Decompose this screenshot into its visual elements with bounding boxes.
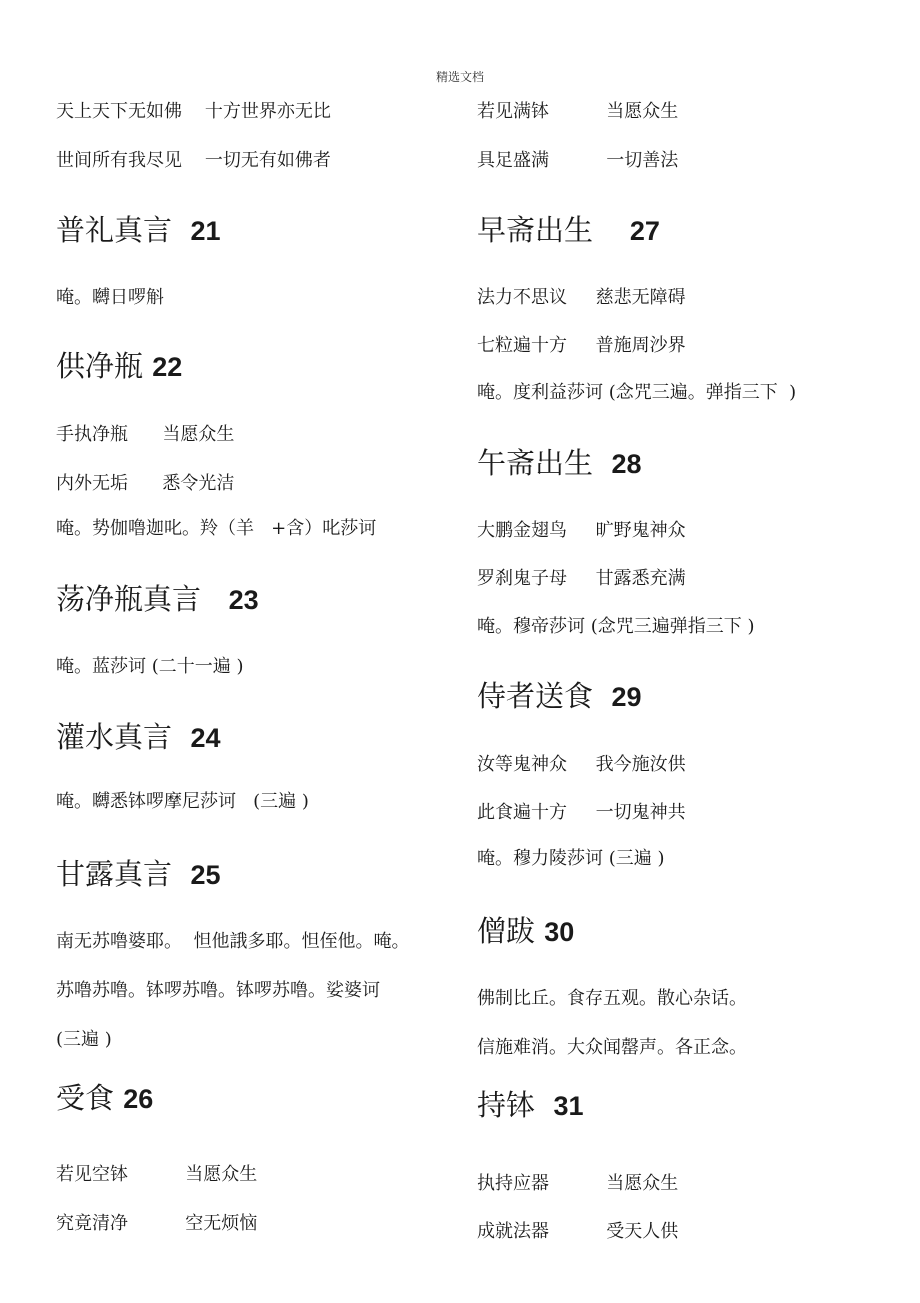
heading-number: 30: [544, 917, 575, 947]
section-heading-28: [477, 445, 641, 482]
section-heading-29: [477, 678, 641, 715]
verse-line: 佛制比丘。食存五观。散心杂话。: [477, 988, 747, 1009]
verse-line: 七粒遍十方 普施周沙界: [477, 335, 686, 356]
mantra-line: 唵。蓝莎诃 (二十一遍 ): [56, 656, 244, 677]
heading-number: 28: [611, 449, 642, 479]
heading-title: 僧跋: [477, 914, 545, 948]
heading-number: 21: [190, 216, 221, 246]
heading-title: 甘露真言: [56, 857, 191, 891]
heading-number: 31: [553, 1091, 584, 1121]
verse-line: 若见满钵 当愿众生: [477, 101, 679, 122]
verse-line: 法力不思议 慈悲无障碍: [477, 287, 686, 308]
verse-line: 执持应器 当愿众生: [477, 1173, 679, 1194]
verse-line: 内外无垢 悉令光洁: [56, 473, 235, 494]
mantra-line: 唵。度利益莎诃 (念咒三遍。弹指三下 ): [477, 382, 797, 403]
verse-line: 信施难消。大众闻罄声。各正念。: [477, 1037, 747, 1058]
verse-line: 汝等鬼神众 我今施汝供: [477, 754, 686, 775]
heading-title: 供净瓶: [56, 349, 153, 383]
heading-number: 29: [611, 682, 642, 712]
heading-title: 午斋出生: [477, 446, 612, 480]
mantra-line: 南无苏噜婆耶。 怛他誐多耶。怛侄他。唵。: [56, 931, 410, 952]
mantra-line: 唵。势伽噜迦叱。羚（羊 +含）叱莎诃: [56, 518, 377, 539]
heading-title: 早斋出生: [477, 213, 630, 247]
mantra-line: 唵。穆帝莎诃 (念咒三遍弹指三下 ): [477, 616, 755, 637]
page-header: 精选文档: [435, 70, 484, 84]
section-heading-23: [56, 581, 259, 618]
mantra-line: (三遍 ): [56, 1029, 112, 1050]
verse-line: 此食遍十方 一切鬼神共: [477, 802, 686, 823]
verse-line: 究竟清净 空无烦恼: [56, 1213, 258, 1234]
verse-line: 罗刹鬼子母 甘露悉充满: [477, 568, 686, 589]
verse-line: 世间所有我尽见 一切无有如佛者: [56, 150, 331, 171]
mantra-line: 唵。嚩日啰斛: [56, 287, 164, 308]
verse-line: 成就法器 受天人供: [477, 1221, 679, 1242]
heading-title: 侍者送食: [477, 679, 612, 713]
section-heading-24: [56, 719, 220, 756]
verse-line: 具足盛满 一切善法: [477, 150, 679, 171]
section-heading-31: [477, 1087, 583, 1124]
heading-title: 灌水真言: [56, 720, 191, 754]
section-heading-26: [56, 1080, 153, 1117]
heading-title: 普礼真言: [56, 213, 191, 247]
heading-number: 24: [190, 723, 221, 753]
heading-number: 23: [228, 585, 259, 615]
verse-line: 天上天下无如佛 十方世界亦无比: [56, 101, 331, 122]
heading-number: 27: [629, 216, 660, 246]
heading-title: 荡净瓶真言: [56, 582, 229, 616]
section-heading-30: [477, 913, 574, 950]
section-heading-25: [56, 856, 220, 893]
heading-number: 26: [123, 1084, 154, 1114]
section-heading-27: [477, 212, 660, 249]
verse-line: 大鹏金翅鸟 旷野鬼神众: [477, 520, 686, 541]
section-heading-21: [56, 212, 220, 249]
section-heading-22: [56, 348, 182, 385]
heading-number: 25: [190, 860, 221, 890]
verse-line: 手执净瓶 当愿众生: [56, 424, 235, 445]
mantra-line: 苏噜苏噜。钵啰苏噜。钵啰苏噜。娑婆诃: [56, 980, 380, 1001]
mantra-line: 唵。穆力陵莎诃 (三遍 ): [477, 848, 665, 869]
verse-line: 若见空钵 当愿众生: [56, 1164, 258, 1185]
heading-number: 22: [152, 352, 183, 382]
mantra-line: 唵。嚩悉钵啰摩尼莎诃 (三遍 ): [56, 791, 309, 812]
heading-title: 持钵: [477, 1088, 554, 1122]
heading-title: 受食: [56, 1081, 124, 1115]
